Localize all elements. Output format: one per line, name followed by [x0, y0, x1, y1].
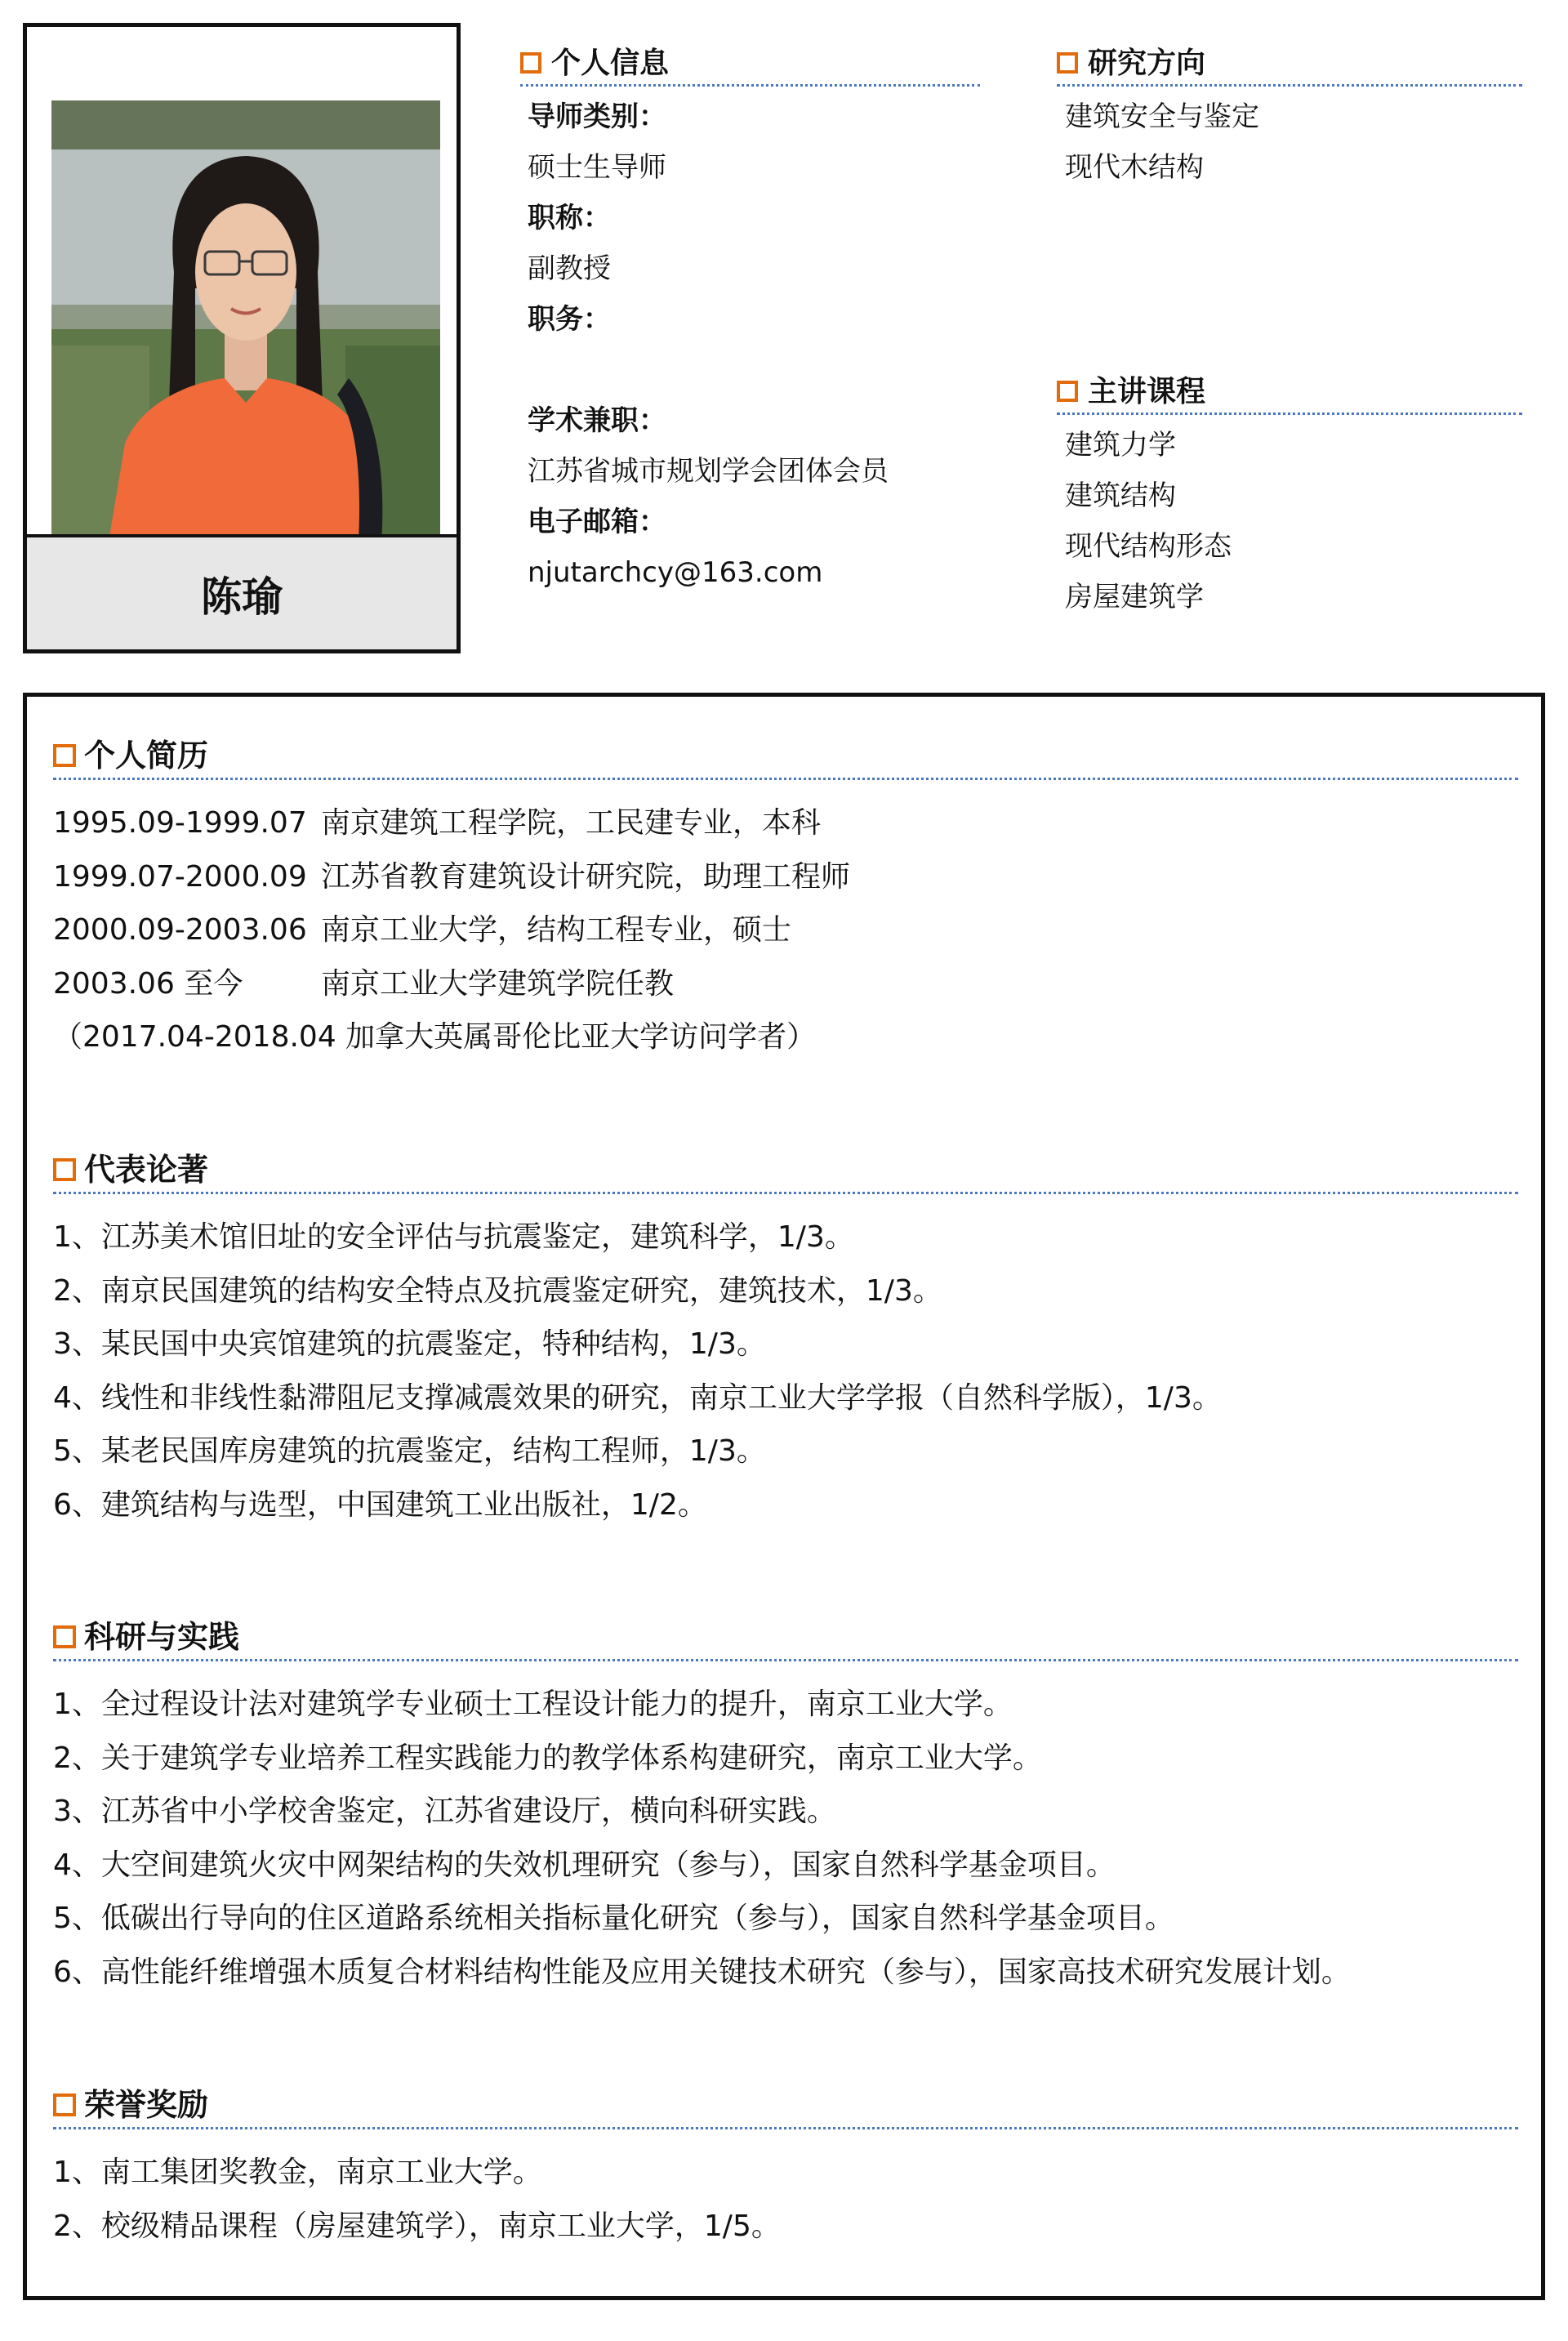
- publication-item: 1、江苏美术馆旧址的安全评估与抗震鉴定，建筑科学，1/3。: [53, 1220, 854, 1254]
- info-label-academic-role: 学术兼职：: [528, 404, 666, 437]
- research-practice-header: [53, 1617, 1518, 1661]
- resume-row: [53, 903, 1518, 957]
- section-marker-icon: [1057, 381, 1078, 402]
- research-direction-list: [1065, 91, 1522, 193]
- resume-date: 2003.06 至今: [53, 966, 243, 1001]
- dotted-divider: [1057, 412, 1522, 415]
- resume-title: 个人简历: [84, 738, 209, 774]
- section-marker-icon: [520, 52, 541, 74]
- honors-list: [53, 2146, 1518, 2253]
- research-practice-item: 6、高性能纤维增强木质复合材料结构性能及应用关键技术研究（参与），国家高技术研究发展计划。: [53, 1955, 1351, 1989]
- honors-title: 荣誉奖励: [84, 2087, 209, 2123]
- research-direction-title: 研究方向: [1088, 47, 1206, 80]
- research-practice-item: 5、低碳出行导向的住区道路系统相关指标量化研究（参与），国家自然科学基金项目。: [53, 1902, 1174, 1935]
- resume-row: [53, 957, 1518, 1011]
- course-item: 现代结构形态: [1065, 530, 1232, 563]
- course-item: 房屋建筑学: [1065, 581, 1204, 613]
- profile-photo: [51, 100, 440, 542]
- research-practice-list: [53, 1678, 1518, 1999]
- resume-desc: 江苏省教育建筑设计研究院，助理工程师: [321, 859, 851, 894]
- resume-date: 1995.09-1999.07: [53, 806, 307, 840]
- research-practice-item: 3、江苏省中小学校舍鉴定，江苏省建设厅，横向科研实践。: [53, 1795, 836, 1828]
- section-marker-icon: [53, 1625, 76, 1648]
- dotted-divider: [1057, 84, 1522, 87]
- publication-item: 5、某老民国库房建筑的抗震鉴定，结构工程师，1/3。: [53, 1434, 766, 1468]
- dotted-divider: [53, 1192, 1518, 1194]
- profile-name: 陈瑜: [27, 534, 457, 649]
- info-value-advisor-type: 硕士生导师: [528, 151, 666, 184]
- publications-list: [53, 1211, 1518, 1532]
- section-marker-icon: [53, 1158, 76, 1181]
- courses-list: [1065, 420, 1522, 622]
- info-value-position: [528, 345, 985, 395]
- resume-desc: 南京建筑工程学院，工民建专业，本科: [321, 806, 822, 840]
- resume-date: 1999.07-2000.09: [53, 859, 307, 894]
- info-value-academic-role: 江苏省城市规划学会团体会员: [528, 455, 889, 488]
- honor-item: 1、南工集团奖教金，南京工业大学。: [53, 2156, 542, 2189]
- profile-card: [23, 23, 461, 653]
- resume-list: [53, 796, 1518, 1064]
- section-marker-icon: [1057, 52, 1078, 74]
- publications-title: 代表论著: [84, 1152, 209, 1188]
- resume-header: [53, 736, 1518, 780]
- honor-item: 2、校级精品课程（房屋建筑学），南京工业大学，1/5。: [53, 2209, 781, 2243]
- research-practice-item: 2、关于建筑学专业培养工程实践能力的教学体系构建研究，南京工业大学。: [53, 1741, 1042, 1775]
- section-marker-icon: [53, 744, 76, 767]
- resume-date: 2000.09-2003.06: [53, 913, 307, 947]
- courses-header: [1057, 374, 1522, 415]
- main-content-frame: [23, 693, 1545, 2300]
- courses-title: 主讲课程: [1088, 375, 1206, 408]
- info-label-title: 职称：: [528, 202, 611, 234]
- course-item: 建筑结构: [1065, 479, 1176, 512]
- dotted-divider: [520, 84, 980, 87]
- section-marker-icon: [53, 2094, 76, 2116]
- info-label-email: 电子邮箱：: [528, 506, 666, 538]
- publication-item: 2、南京民国建筑的结构安全特点及抗震鉴定研究，建筑技术，1/3。: [53, 1273, 942, 1308]
- publication-item: 6、建筑结构与选型，中国建筑工业出版社，1/2。: [53, 1487, 707, 1522]
- resume-row: [53, 850, 1518, 904]
- personal-info-header: [520, 46, 980, 87]
- research-item: 建筑安全与鉴定: [1065, 100, 1259, 133]
- info-label-advisor-type: 导师类别：: [528, 100, 666, 133]
- dotted-divider: [53, 778, 1518, 780]
- research-direction-header: [1057, 46, 1522, 87]
- dotted-divider: [53, 2127, 1518, 2129]
- resume-note: （2017.04-2018.04 加拿大英属哥伦比亚大学访问学者）: [53, 1020, 817, 1054]
- publications-header: [53, 1150, 1518, 1194]
- resume-row: [53, 796, 1518, 850]
- research-practice-item: 4、大空间建筑火灾中网架结构的失效机理研究（参与），国家自然科学基金项目。: [53, 1848, 1116, 1882]
- publication-item: 4、线性和非线性黏滞阻尼支撑减震效果的研究，南京工业大学学报（自然科学版），1/3。: [53, 1380, 1222, 1415]
- personal-info-list: [528, 91, 985, 598]
- personal-info-title: 个人信息: [551, 47, 670, 80]
- info-value-title: 副教授: [528, 252, 611, 285]
- dotted-divider: [53, 1659, 1518, 1661]
- course-item: 建筑力学: [1065, 429, 1176, 462]
- info-label-position: 职务：: [528, 303, 611, 336]
- resume-desc: 南京工业大学建筑学院任教: [321, 966, 675, 1001]
- research-practice-title: 科研与实践: [84, 1619, 240, 1655]
- info-value-email[interactable]: njutarchcy@163.com: [528, 556, 823, 589]
- resume-desc: 南京工业大学，结构工程专业，硕士: [321, 913, 792, 947]
- research-item: 现代木结构: [1065, 151, 1204, 184]
- resume-row: [53, 1010, 1518, 1064]
- honors-header: [53, 2085, 1518, 2129]
- research-practice-item: 1、全过程设计法对建筑学专业硕士工程设计能力的提升，南京工业大学。: [53, 1688, 1013, 1721]
- publication-item: 3、某民国中央宾馆建筑的抗震鉴定，特种结构，1/3。: [53, 1327, 766, 1361]
